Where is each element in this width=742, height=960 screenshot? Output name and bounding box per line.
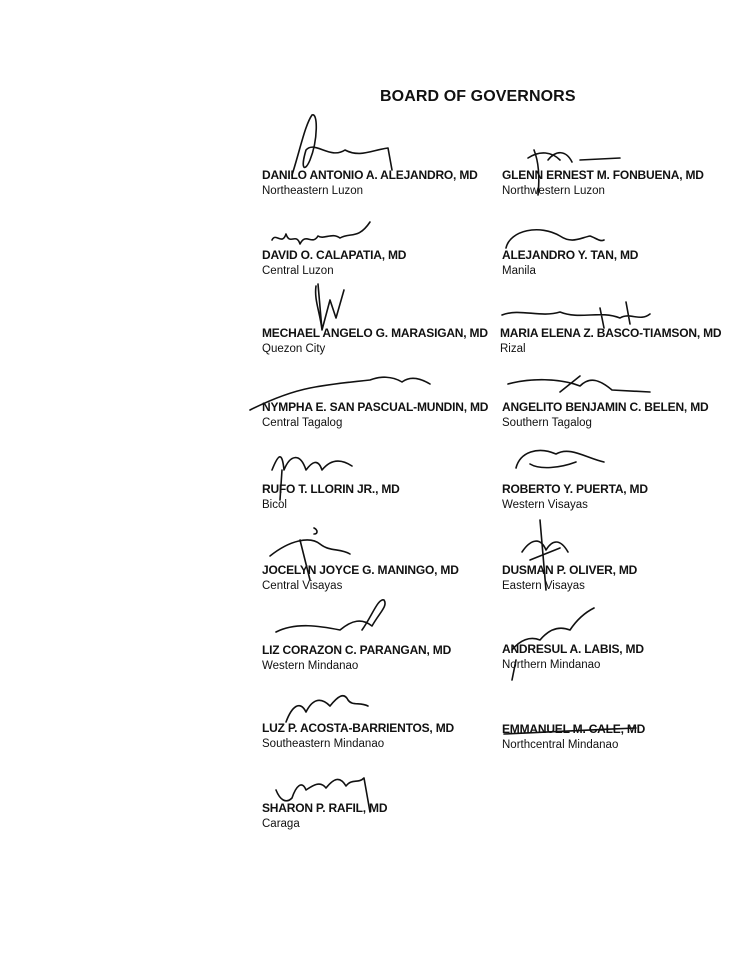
- governor-name: MARIA ELENA Z. BASCO-TIAMSON, MD: [500, 326, 722, 340]
- governor-name: SHARON P. RAFIL, MD: [262, 801, 388, 815]
- governor-region: Northwestern Luzon: [502, 185, 605, 197]
- governor-entry: [500, 326, 721, 356]
- governor-region: Central Luzon: [262, 265, 334, 277]
- governor-entry: [502, 482, 648, 512]
- governor-entry: [502, 563, 637, 593]
- governor-name: LUZ P. ACOSTA-BARRIENTOS, MD: [262, 721, 454, 735]
- governor-name: MECHAEL ANGELO G. MARASIGAN, MD: [262, 326, 488, 340]
- governor-region: Quezon City: [262, 343, 326, 355]
- governor-region: Caraga: [262, 818, 300, 830]
- governor-region: Bicol: [262, 499, 287, 511]
- governor-entry: [262, 643, 451, 673]
- governor-region: Western Visayas: [502, 499, 588, 511]
- governor-region: Northern Mindanao: [502, 659, 601, 671]
- governor-name: LIZ CORAZON C. PARANGAN, MD: [262, 643, 452, 657]
- governor-name: DANILO ANTONIO A. ALEJANDRO, MD: [262, 168, 478, 182]
- governor-region: Western Mindanao: [262, 660, 359, 672]
- governor-entry: [262, 400, 488, 430]
- governor-entry: [502, 248, 638, 278]
- governor-region: Northeastern Luzon: [262, 185, 364, 197]
- governor-name: EMMANUEL M. CALE, MD: [502, 722, 646, 736]
- governor-region: Central Tagalog: [262, 417, 343, 429]
- governor-region: Rizal: [500, 343, 526, 355]
- governor-entry: [502, 722, 645, 752]
- governor-name: ANGELITO BENJAMIN C. BELEN, MD: [502, 400, 709, 414]
- governor-entry: [262, 482, 400, 512]
- governor-name: DAVID O. CALAPATIA, MD: [262, 248, 407, 262]
- document-title: BOARD OF GOVERNORS: [380, 88, 576, 105]
- governor-name: ALEJANDRO Y. TAN, MD: [502, 248, 639, 262]
- governor-name: GLENN ERNEST M. FONBUENA, MD: [502, 168, 704, 182]
- governor-name: ROBERTO Y. PUERTA, MD: [502, 482, 648, 496]
- governor-region: Manila: [502, 265, 536, 277]
- governor-entry: [502, 168, 704, 198]
- governor-name: NYMPHA E. SAN PASCUAL-MUNDIN, MD: [262, 400, 489, 414]
- governor-entry: [262, 563, 459, 593]
- governor-entry: [502, 400, 708, 430]
- governor-entry: [502, 642, 644, 672]
- governor-region: Eastern Visayas: [502, 580, 585, 592]
- governor-region: Northcentral Mindanao: [502, 739, 619, 751]
- governor-entry: [262, 168, 478, 198]
- governor-entry: [262, 248, 406, 278]
- governor-name: JOCELYN JOYCE G. MANINGO, MD: [262, 563, 459, 577]
- governor-entry: [262, 326, 488, 356]
- governor-region: Southeastern Mindanao: [262, 738, 385, 750]
- governor-entry: [262, 801, 387, 831]
- governor-name: ANDRESUL A. LABIS, MD: [502, 642, 644, 656]
- governor-name: DUSMAN P. OLIVER, MD: [502, 563, 638, 577]
- governor-region: Central Visayas: [262, 580, 343, 592]
- governor-entry: [262, 721, 454, 751]
- governor-name: RUFO T. LLORIN JR., MD: [262, 482, 400, 496]
- governor-region: Southern Tagalog: [502, 417, 592, 429]
